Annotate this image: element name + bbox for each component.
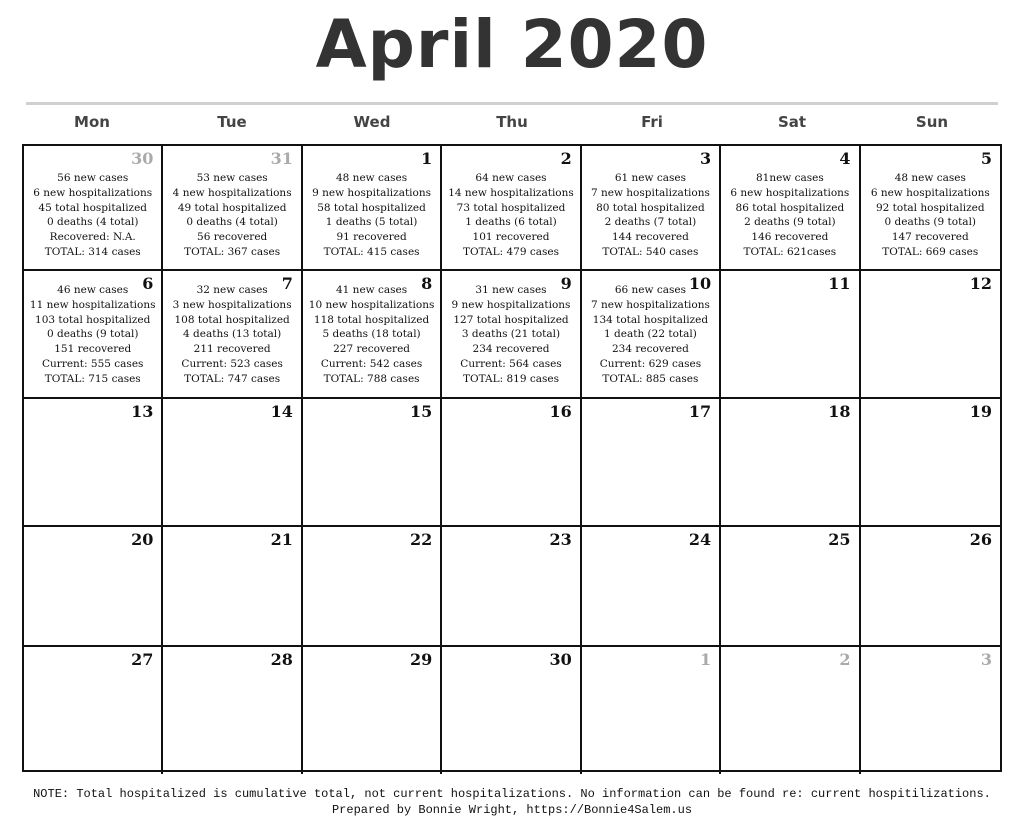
stat-line: 73 total hospitalized — [456, 201, 566, 214]
stat-line: 2 deaths (9 total) — [744, 216, 836, 229]
stat-line: 61 new cases — [614, 172, 686, 184]
day-number: 31 — [270, 149, 293, 168]
day-number: 29 — [410, 650, 433, 669]
stat-line: 6 new hospitalizations — [33, 186, 153, 199]
day-cell — [24, 271, 163, 399]
stat-line: 0 deaths (4 total) — [46, 216, 139, 229]
stat-line: TOTAL: 669 cases — [882, 245, 979, 258]
stat-line: 108 total hospitalized — [174, 313, 290, 326]
stat-line: 118 total hospitalized — [313, 313, 430, 326]
stat-line: 2 deaths (7 total) — [604, 216, 697, 229]
day-number: 9 — [560, 274, 572, 293]
stat-line: Current: 629 cases — [599, 357, 702, 370]
day-number: 13 — [131, 402, 154, 421]
day-number: 4 — [839, 149, 851, 168]
stat-line: 5 deaths (18 total) — [322, 328, 421, 341]
day-number: 25 — [828, 530, 851, 549]
stat-line: 4 new hospitalizations — [172, 186, 292, 199]
day-number: 3 — [980, 650, 992, 669]
day-cell — [303, 399, 442, 527]
day-cell — [24, 146, 163, 271]
stat-line: 92 total hospitalized — [875, 201, 985, 214]
stat-line: 9 new hospitalizations — [451, 298, 571, 311]
day-cell — [721, 647, 860, 774]
stat-line: 7 new hospitalizations — [590, 186, 710, 199]
day-cell — [442, 527, 581, 647]
day-number: 30 — [549, 650, 572, 669]
stat-line: 64 new cases — [475, 172, 547, 184]
day-stats — [721, 171, 858, 260]
day-cell — [442, 647, 581, 774]
day-cell — [721, 399, 860, 527]
stat-line: 11 new hospitalizations — [29, 298, 156, 311]
stat-line: 103 total hospitalized — [35, 313, 151, 326]
day-number: 7 — [281, 274, 293, 293]
stat-line: 48 new cases — [335, 172, 408, 184]
day-cell — [861, 271, 1000, 399]
stat-line: 151 recovered — [54, 343, 132, 356]
stat-line: TOTAL: 819 cases — [463, 372, 559, 385]
day-cell — [24, 399, 163, 527]
day-number: 22 — [410, 530, 433, 549]
day-cell — [861, 527, 1000, 647]
stat-line: TOTAL: 621cases — [743, 245, 837, 258]
day-cell — [582, 146, 721, 271]
day-number: 21 — [270, 530, 293, 549]
stat-line: 6 new hospitalizations — [730, 186, 850, 199]
stat-line: TOTAL: 540 cases — [602, 245, 699, 258]
stat-line: 1 deaths (6 total) — [465, 216, 557, 229]
stat-line: 146 recovered — [751, 231, 829, 244]
day-cell — [721, 527, 860, 647]
stat-line: 7 new hospitalizations — [590, 298, 710, 311]
day-cell — [163, 399, 302, 527]
day-stats — [24, 171, 161, 260]
day-stats — [442, 283, 579, 387]
day-cell — [163, 527, 302, 647]
title-divider — [26, 102, 998, 105]
day-number: 24 — [688, 530, 712, 549]
stat-line: Current: 542 cases — [320, 357, 423, 370]
stat-line: TOTAL: 747 cases — [184, 372, 281, 385]
day-number: 6 — [142, 274, 154, 293]
stat-line: 211 recovered — [193, 343, 271, 356]
day-number: 12 — [969, 274, 992, 293]
day-number: 23 — [549, 530, 572, 549]
day-number: 10 — [688, 274, 712, 293]
stat-line: TOTAL: 788 cases — [323, 372, 420, 385]
day-number: 19 — [969, 402, 992, 421]
stat-line: 6 new hospitalizations — [870, 186, 990, 199]
stat-line: 81new cases — [755, 172, 824, 184]
day-number: 8 — [421, 274, 433, 293]
day-number: 3 — [700, 149, 712, 168]
day-cell — [303, 146, 442, 271]
day-cell — [582, 399, 721, 527]
day-cell — [582, 647, 721, 774]
stat-line: 48 new cases — [894, 172, 966, 184]
day-cell — [24, 647, 163, 774]
day-cell — [303, 271, 442, 399]
stat-line: 49 total hospitalized — [177, 201, 287, 214]
day-number: 5 — [980, 149, 992, 168]
stat-line: Recovered: N.A. — [49, 231, 136, 244]
weekday-mon: Mon — [74, 113, 110, 131]
stat-line: Current: 555 cases — [42, 357, 144, 370]
stat-line: 3 new hospitalizations — [172, 298, 292, 311]
stat-line: 1 deaths (5 total) — [325, 216, 418, 229]
day-cell — [163, 647, 302, 774]
footer-note: NOTE: Total hospitalized is cumulative total, not current hospitalizations. No information can be found re: current hospitilizations. — [33, 787, 991, 801]
day-stats — [582, 283, 719, 387]
day-number: 1 — [700, 650, 712, 669]
day-number: 17 — [688, 402, 712, 421]
weekday-thu: Thu — [496, 113, 528, 131]
day-number: 20 — [131, 530, 154, 549]
stat-line: TOTAL: 314 cases — [44, 245, 141, 258]
stat-line: 53 new cases — [196, 172, 268, 184]
day-stats — [303, 171, 440, 260]
stat-line: TOTAL: 715 cases — [44, 372, 141, 385]
day-number: 26 — [969, 530, 992, 549]
footer — [0, 786, 1024, 818]
stat-line: 234 recovered — [472, 343, 550, 356]
weekday-header — [22, 113, 1002, 137]
calendar-grid — [22, 144, 1002, 772]
stat-line: 58 total hospitalized — [317, 201, 426, 214]
day-stats — [163, 171, 300, 260]
stat-line: Current: 523 cases — [181, 357, 283, 370]
day-cell — [303, 647, 442, 774]
weekday-sat: Sat — [777, 113, 807, 131]
stat-line: 134 total hospitalized — [592, 313, 709, 326]
stat-line: 80 total hospitalized — [596, 201, 705, 214]
stat-line: 3 deaths (21 total) — [461, 328, 561, 341]
day-stats — [582, 171, 719, 260]
day-number: 30 — [131, 149, 154, 168]
day-number: 28 — [270, 650, 293, 669]
day-cell — [163, 271, 302, 399]
stat-line: 45 total hospitalized — [38, 201, 148, 214]
day-stats — [24, 283, 161, 387]
weekday-wed: Wed — [353, 113, 391, 131]
stat-line: 1 death (22 total) — [604, 328, 697, 341]
stat-line: 46 new cases — [57, 284, 129, 296]
day-number: 1 — [421, 149, 433, 168]
day-stats — [861, 171, 1000, 260]
stat-line: 86 total hospitalized — [735, 201, 845, 214]
day-stats — [442, 171, 579, 260]
day-cell — [861, 399, 1000, 527]
stat-line: 41 new cases — [335, 284, 408, 296]
day-number: 11 — [828, 274, 851, 293]
day-stats — [303, 283, 440, 387]
day-cell — [163, 146, 302, 271]
day-number: 2 — [560, 149, 572, 168]
day-number: 18 — [828, 402, 851, 421]
day-number: 16 — [549, 402, 572, 421]
stat-line: TOTAL: 415 cases — [323, 245, 420, 258]
stat-line: TOTAL: 367 cases — [184, 245, 281, 258]
day-cell — [24, 527, 163, 647]
stat-line: 0 deaths (9 total) — [46, 328, 139, 341]
stat-line: 147 recovered — [891, 231, 969, 244]
day-stats — [163, 283, 300, 387]
weekday-tue: Tue — [217, 113, 247, 131]
day-cell — [582, 527, 721, 647]
stat-line: TOTAL: 479 cases — [463, 245, 559, 258]
day-number: 27 — [131, 650, 154, 669]
stat-line: 10 new hospitalizations — [308, 298, 435, 311]
day-cell — [442, 271, 581, 399]
stat-line: 101 recovered — [472, 231, 550, 244]
day-number: 15 — [410, 402, 433, 421]
stat-line: TOTAL: 885 cases — [602, 372, 699, 385]
stat-line: 127 total hospitalized — [453, 313, 569, 326]
stat-line: 32 new cases — [196, 284, 268, 296]
day-cell — [721, 271, 860, 399]
day-cell — [861, 647, 1000, 774]
stat-line: 0 deaths (4 total) — [186, 216, 278, 229]
weekday-fri: Fri — [641, 113, 663, 131]
day-cell — [442, 146, 581, 271]
stat-line: 56 new cases — [57, 172, 129, 184]
stat-line: Current: 564 cases — [460, 357, 562, 370]
day-cell — [442, 399, 581, 527]
day-cell — [861, 146, 1000, 271]
stat-line: 66 new cases — [614, 284, 686, 296]
day-cell — [721, 146, 860, 271]
day-cell — [582, 271, 721, 399]
stat-line: 91 recovered — [336, 231, 407, 244]
calendar-title: April 2020 — [315, 6, 709, 83]
weekday-sun: Sun — [915, 113, 949, 131]
day-number: 2 — [839, 650, 851, 669]
stat-line: 9 new hospitalizations — [312, 186, 432, 199]
stat-line: 234 recovered — [611, 343, 689, 356]
stat-line: 0 deaths (9 total) — [884, 216, 977, 229]
stat-line: 56 recovered — [197, 231, 268, 244]
stat-line: 31 new cases — [475, 284, 547, 296]
stat-line: 4 deaths (13 total) — [183, 328, 282, 341]
day-cell — [303, 527, 442, 647]
stat-line: 14 new hospitalizations — [448, 186, 574, 199]
stat-line: 144 recovered — [611, 231, 689, 244]
day-number: 14 — [270, 402, 293, 421]
stat-line: 227 recovered — [333, 343, 411, 356]
footer-credit: Prepared by Bonnie Wright, https://Bonnie4Salem.us — [331, 803, 693, 817]
